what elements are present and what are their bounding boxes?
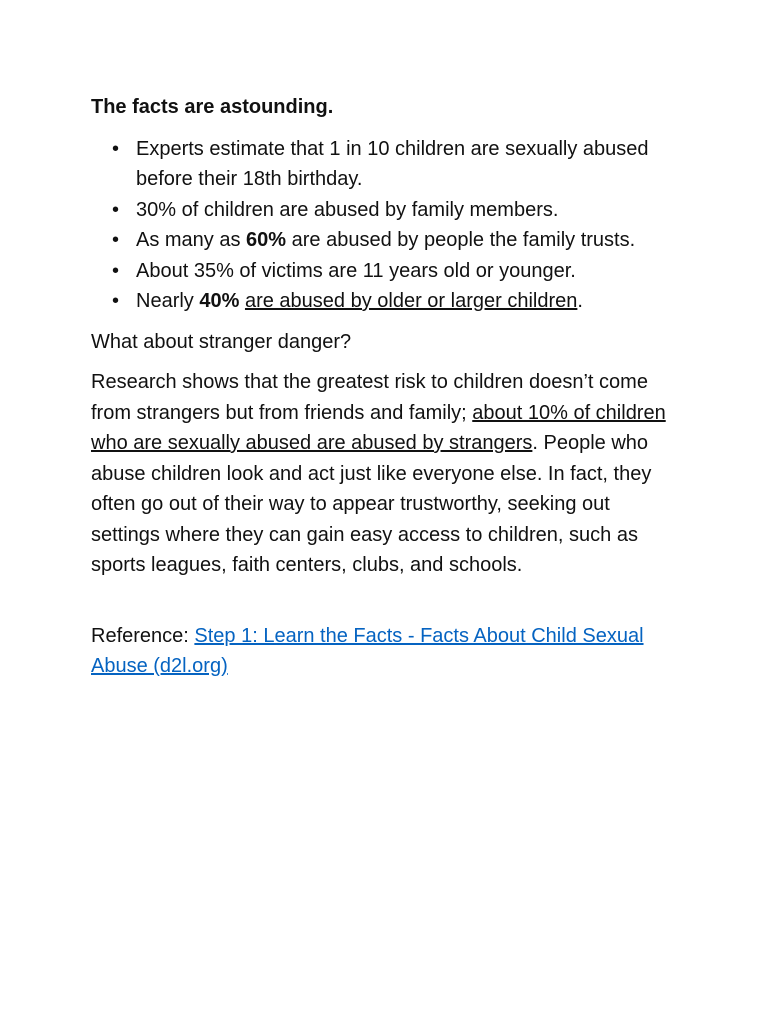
stranger-danger-question: What about stranger danger? [91,330,352,353]
research-text-post: . People who abuse children look and act just like everyone else. In fact, they often go out of their way to appear trustworthy, seeking out settings where they can gain easy access to children, such as sports leagues, faith centers, clubs, and schools. [91,432,652,576]
fact-text-pre: Nearly [136,290,200,312]
fact-text-post: . [577,290,583,312]
bullet-icon: • [112,259,120,282]
fact-text: Experts estimate that 1 in 10 children are sexually abused before their 18th birthday. [136,137,649,190]
bullet-icon: • [112,137,120,160]
research-underlined-text: about 10% of children who are sexually abused are abused by strangers [91,401,666,454]
bullet-icon: • [112,229,120,251]
list-item [91,286,681,317]
fact-bold-percent: 60% [246,229,287,251]
list-item [91,225,681,256]
fact-text-pre: As many as [136,229,247,251]
bullet-icon: • [112,290,120,312]
research-text-pre: Research shows that the greatest risk to children doesn’t come from strangers but from friends and family; [91,371,648,424]
fact-underlined-text: are abused by older or larger children [244,290,578,312]
document-body [91,92,681,692]
section-heading: The facts are astounding. [91,96,334,118]
research-paragraph [91,367,681,581]
facts-list [91,134,681,317]
fact-bold-percent: 40% [199,290,240,312]
bullet-icon: • [112,198,120,221]
list-item [91,195,681,226]
fact-text: 30% of children are abused by family members. [136,198,559,221]
fact-text-post: are abused by people the family trusts. [286,229,636,251]
fact-text: About 35% of victims are 11 years old or younger. [136,259,576,282]
reference-paragraph [91,621,681,682]
list-item [91,134,681,195]
reference-link[interactable]: Step 1: Learn the Facts - Facts About Child Sexual Abuse (d2l.org) [91,624,644,677]
list-item [91,256,681,287]
reference-label: Reference: [91,624,195,647]
